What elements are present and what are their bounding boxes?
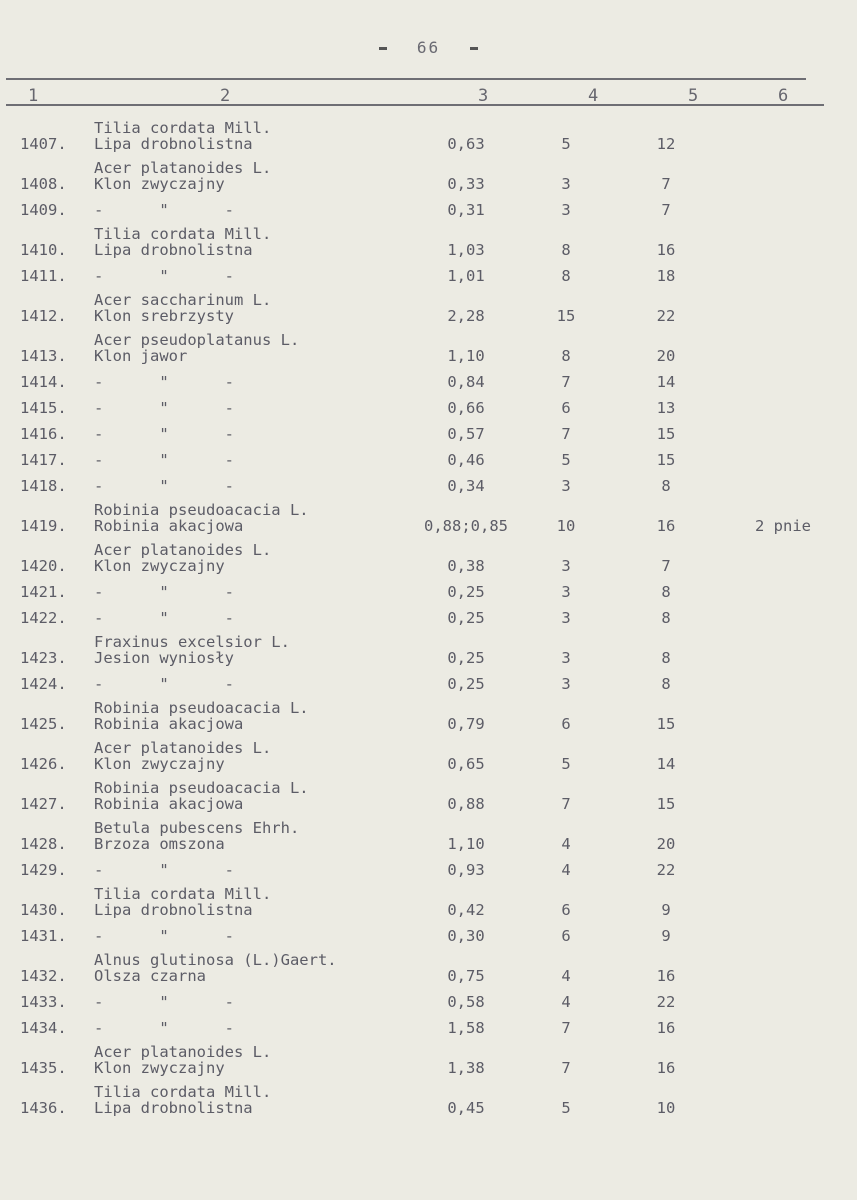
- value-col-5: 14: [656, 373, 676, 391]
- dash-right: [470, 47, 478, 50]
- value-col-4: 3: [561, 583, 571, 601]
- polish-name: Klon zwyczajny: [94, 755, 225, 773]
- value-col-3: 0,93: [447, 861, 485, 879]
- value-col-5: 16: [656, 517, 676, 535]
- table-row: [14, 1036, 840, 1076]
- value-col-5: 15: [656, 795, 676, 813]
- value-col-5: 16: [656, 241, 676, 259]
- value-col-6: [726, 878, 840, 918]
- table-row: [14, 442, 840, 468]
- table-row: [14, 600, 840, 626]
- value-col-5: 15: [656, 715, 676, 733]
- latin-name: Robinia pseudoacacia L.: [94, 501, 309, 519]
- row-number: 1427.: [20, 795, 67, 813]
- value-col-6: [726, 944, 840, 984]
- table-row: [14, 1076, 840, 1116]
- value-col-6: [726, 984, 840, 1010]
- value-col-6: [726, 626, 840, 666]
- value-col-4: 4: [561, 967, 571, 985]
- table-row: [14, 626, 840, 666]
- row-number: 1435.: [20, 1059, 67, 1077]
- value-col-6: [726, 1076, 840, 1116]
- latin-name: Fraxinus excelsior L.: [94, 633, 290, 651]
- table-row: [14, 692, 840, 732]
- value-col-3: 0,25: [447, 675, 485, 693]
- table-row: [14, 364, 840, 390]
- value-col-3: 0,45: [447, 1099, 485, 1117]
- latin-name: - " -: [94, 399, 234, 417]
- value-col-4: 7: [561, 373, 571, 391]
- value-col-4: 8: [561, 267, 571, 285]
- latin-name: Tilia cordata Mill.: [94, 225, 272, 243]
- value-col-3: 0,30: [447, 927, 485, 945]
- tree-inventory-table: [14, 112, 840, 1116]
- value-col-3: 1,01: [447, 267, 485, 285]
- value-col-4: 8: [561, 241, 571, 259]
- table-row: [14, 732, 840, 772]
- latin-name: - " -: [94, 927, 234, 945]
- value-col-3: 0,88;0,85: [424, 517, 508, 535]
- row-number: 1417.: [20, 451, 67, 469]
- value-col-6: [726, 192, 840, 218]
- species-name: [94, 1076, 406, 1116]
- species-name: [94, 364, 406, 390]
- value-col-5: 9: [661, 901, 671, 919]
- species-name: [94, 600, 406, 626]
- value-col-4: 5: [561, 135, 571, 153]
- value-col-3: 1,38: [447, 1059, 485, 1077]
- value-col-3: 2,28: [447, 307, 485, 325]
- latin-name: Acer platanoides L.: [94, 1043, 272, 1061]
- value-col-4: 3: [561, 557, 571, 575]
- value-col-6: [726, 442, 840, 468]
- header-top-rule: [6, 78, 806, 80]
- row-number: 1411.: [20, 267, 67, 285]
- table-row: [14, 192, 840, 218]
- row-number: 1419.: [20, 517, 67, 535]
- value-col-3: 0,57: [447, 425, 485, 443]
- row-number: 1425.: [20, 715, 67, 733]
- table-row: [14, 812, 840, 852]
- species-name: [94, 112, 406, 152]
- value-col-6: [726, 1010, 840, 1036]
- value-col-4: 7: [561, 1059, 571, 1077]
- polish-name: Robinia akacjowa: [94, 795, 244, 813]
- species-name: [94, 732, 406, 772]
- value-col-6: [726, 772, 840, 812]
- value-col-3: 0,31: [447, 201, 485, 219]
- table-row: [14, 984, 840, 1010]
- value-col-6: [726, 600, 840, 626]
- value-col-5: 16: [656, 1059, 676, 1077]
- value-col-3: 0,38: [447, 557, 485, 575]
- value-col-3: 0,34: [447, 477, 485, 495]
- value-col-5: 8: [661, 675, 671, 693]
- value-col-6: [726, 732, 840, 772]
- value-col-6: [726, 666, 840, 692]
- value-col-4: 7: [561, 795, 571, 813]
- value-col-5: 18: [656, 267, 676, 285]
- value-col-6: [726, 324, 840, 364]
- latin-name: - " -: [94, 477, 234, 495]
- value-col-3: 1,10: [447, 347, 485, 365]
- latin-name: Acer pseudoplatanus L.: [94, 331, 300, 349]
- row-number: 1408.: [20, 175, 67, 193]
- polish-name: Brzoza omszona: [94, 835, 225, 853]
- table-row: [14, 112, 840, 152]
- species-name: [94, 626, 406, 666]
- table-row: [14, 574, 840, 600]
- value-col-4: 3: [561, 477, 571, 495]
- column-header-1: 1: [28, 86, 39, 106]
- value-col-6: [726, 468, 840, 494]
- polish-name: Klon jawor: [94, 347, 188, 365]
- dash-left: [379, 47, 387, 50]
- species-name: [94, 984, 406, 1010]
- value-col-5: 22: [656, 993, 676, 1011]
- value-col-4: 6: [561, 399, 571, 417]
- value-col-6: [726, 284, 840, 324]
- species-name: [94, 772, 406, 812]
- polish-name: Klon zwyczajny: [94, 557, 225, 575]
- value-col-6: [726, 812, 840, 852]
- table-row: [14, 944, 840, 984]
- value-col-3: 0,46: [447, 451, 485, 469]
- species-name: [94, 812, 406, 852]
- row-number: 1421.: [20, 583, 67, 601]
- row-number: 1422.: [20, 609, 67, 627]
- value-col-5: 10: [656, 1099, 676, 1117]
- latin-name: - " -: [94, 451, 234, 469]
- value-col-3: 0,63: [447, 135, 485, 153]
- value-col-3: 0,58: [447, 993, 485, 1011]
- value-col-3: 0,25: [447, 649, 485, 667]
- row-number: 1429.: [20, 861, 67, 879]
- value-col-5: 8: [661, 583, 671, 601]
- value-col-6: [726, 390, 840, 416]
- table-row: [14, 534, 840, 574]
- row-number: 1414.: [20, 373, 67, 391]
- latin-name: Tilia cordata Mill.: [94, 1083, 272, 1101]
- value-col-6: [726, 918, 840, 944]
- value-col-3: 1,10: [447, 835, 485, 853]
- row-number: 1434.: [20, 1019, 67, 1037]
- table-row: [14, 772, 840, 812]
- polish-name: Robinia akacjowa: [94, 715, 244, 733]
- value-col-5: 15: [656, 425, 676, 443]
- latin-name: - " -: [94, 267, 234, 285]
- row-number: 1409.: [20, 201, 67, 219]
- species-name: [94, 852, 406, 878]
- latin-name: Tilia cordata Mill.: [94, 119, 272, 137]
- table-row: [14, 918, 840, 944]
- species-name: [94, 284, 406, 324]
- table-row: [14, 324, 840, 364]
- row-number: 1426.: [20, 755, 67, 773]
- value-col-4: 3: [561, 649, 571, 667]
- value-col-4: 6: [561, 927, 571, 945]
- value-col-5: 12: [656, 135, 676, 153]
- table-row: [14, 494, 840, 534]
- polish-name: Robinia akacjowa: [94, 517, 244, 535]
- row-number: 1423.: [20, 649, 67, 667]
- value-col-4: 3: [561, 201, 571, 219]
- column-header-5: 5: [688, 86, 699, 106]
- value-col-5: 9: [661, 927, 671, 945]
- value-col-3: 0,65: [447, 755, 485, 773]
- value-col-4: 6: [561, 901, 571, 919]
- species-name: [94, 918, 406, 944]
- species-name: [94, 666, 406, 692]
- latin-name: - " -: [94, 993, 234, 1011]
- row-number: 1413.: [20, 347, 67, 365]
- value-col-4: 8: [561, 347, 571, 365]
- latin-name: Acer platanoides L.: [94, 159, 272, 177]
- species-name: [94, 442, 406, 468]
- row-number: 1407.: [20, 135, 67, 153]
- value-col-6: [726, 692, 840, 732]
- latin-name: - " -: [94, 609, 234, 627]
- value-col-5: 8: [661, 609, 671, 627]
- species-name: [94, 574, 406, 600]
- value-col-4: 15: [556, 307, 576, 325]
- value-col-3: 0,25: [447, 583, 485, 601]
- species-name: [94, 152, 406, 192]
- species-name: [94, 192, 406, 218]
- latin-name: - " -: [94, 425, 234, 443]
- value-col-3: 0,88: [447, 795, 485, 813]
- value-col-6: [726, 258, 840, 284]
- value-col-5: 16: [656, 1019, 676, 1037]
- value-col-6: [726, 1036, 840, 1076]
- value-col-5: 15: [656, 451, 676, 469]
- row-number: 1432.: [20, 967, 67, 985]
- value-col-3: 0,79: [447, 715, 485, 733]
- latin-name: Tilia cordata Mill.: [94, 885, 272, 903]
- value-col-3: 0,25: [447, 609, 485, 627]
- latin-name: Acer platanoides L.: [94, 739, 272, 757]
- value-col-4: 4: [561, 993, 571, 1011]
- value-col-4: 7: [561, 425, 571, 443]
- column-header-4: 4: [588, 86, 599, 106]
- value-col-6: [726, 152, 840, 192]
- table-row: [14, 852, 840, 878]
- species-name: [94, 878, 406, 918]
- latin-name: Robinia pseudoacacia L.: [94, 699, 309, 717]
- value-col-6: 2 pnie: [755, 517, 811, 535]
- value-col-3: 1,03: [447, 241, 485, 259]
- polish-name: Lipa drobnolistna: [94, 135, 253, 153]
- row-number: 1430.: [20, 901, 67, 919]
- value-col-5: 14: [656, 755, 676, 773]
- table-row: [14, 284, 840, 324]
- value-col-6: [726, 574, 840, 600]
- species-name: [94, 324, 406, 364]
- polish-name: Lipa drobnolistna: [94, 241, 253, 259]
- value-col-5: 22: [656, 307, 676, 325]
- species-name: [94, 218, 406, 258]
- species-name: [94, 534, 406, 574]
- table-row: [14, 416, 840, 442]
- column-header-2: 2: [220, 86, 231, 106]
- value-col-3: 0,84: [447, 373, 485, 391]
- species-name: [94, 944, 406, 984]
- table-body: [14, 112, 840, 1116]
- species-name: [94, 416, 406, 442]
- value-col-5: 7: [661, 175, 671, 193]
- latin-name: Betula pubescens Ehrh.: [94, 819, 300, 837]
- table-row: [14, 666, 840, 692]
- polish-name: Lipa drobnolistna: [94, 901, 253, 919]
- value-col-4: 4: [561, 835, 571, 853]
- page-number-text: 66: [416, 38, 441, 57]
- table-row: [14, 878, 840, 918]
- column-header-3: 3: [478, 86, 489, 106]
- value-col-6: [726, 534, 840, 574]
- species-name: [94, 692, 406, 732]
- column-header-6: 6: [778, 86, 789, 106]
- polish-name: Klon zwyczajny: [94, 175, 225, 193]
- value-col-5: 22: [656, 861, 676, 879]
- latin-name: - " -: [94, 861, 234, 879]
- value-col-3: 0,42: [447, 901, 485, 919]
- value-col-4: 4: [561, 861, 571, 879]
- row-number: 1424.: [20, 675, 67, 693]
- value-col-5: 7: [661, 201, 671, 219]
- polish-name: Klon zwyczajny: [94, 1059, 225, 1077]
- latin-name: - " -: [94, 373, 234, 391]
- latin-name: - " -: [94, 583, 234, 601]
- value-col-5: 16: [656, 967, 676, 985]
- value-col-3: 0,75: [447, 967, 485, 985]
- latin-name: Acer saccharinum L.: [94, 291, 272, 309]
- value-col-5: 8: [661, 477, 671, 495]
- value-col-5: 20: [656, 835, 676, 853]
- latin-name: Alnus glutinosa (L.)Gaert.: [94, 951, 337, 969]
- row-number: 1431.: [20, 927, 67, 945]
- row-number: 1410.: [20, 241, 67, 259]
- value-col-4: 10: [556, 517, 576, 535]
- value-col-5: 8: [661, 649, 671, 667]
- table-row: [14, 390, 840, 416]
- latin-name: - " -: [94, 1019, 234, 1037]
- species-name: [94, 390, 406, 416]
- value-col-5: 13: [656, 399, 676, 417]
- value-col-4: 3: [561, 175, 571, 193]
- latin-name: - " -: [94, 201, 234, 219]
- latin-name: Acer platanoides L.: [94, 541, 272, 559]
- row-number: 1418.: [20, 477, 67, 495]
- value-col-4: 7: [561, 1019, 571, 1037]
- value-col-4: 5: [561, 1099, 571, 1117]
- value-col-4: 3: [561, 675, 571, 693]
- value-col-5: 20: [656, 347, 676, 365]
- species-name: [94, 258, 406, 284]
- value-col-4: 5: [561, 451, 571, 469]
- row-number: 1415.: [20, 399, 67, 417]
- row-number: 1428.: [20, 835, 67, 853]
- row-number: 1433.: [20, 993, 67, 1011]
- species-name: [94, 1036, 406, 1076]
- value-col-6: [726, 218, 840, 258]
- header-bottom-rule: [6, 104, 824, 106]
- latin-name: - " -: [94, 675, 234, 693]
- polish-name: Jesion wyniosły: [94, 649, 234, 667]
- value-col-4: 3: [561, 609, 571, 627]
- table-row: [14, 468, 840, 494]
- table-row: [14, 218, 840, 258]
- polish-name: Lipa drobnolistna: [94, 1099, 253, 1117]
- table-row: [14, 1010, 840, 1036]
- value-col-3: 1,58: [447, 1019, 485, 1037]
- value-col-4: 5: [561, 755, 571, 773]
- row-number: 1436.: [20, 1099, 67, 1117]
- value-col-3: 0,33: [447, 175, 485, 193]
- row-number: 1420.: [20, 557, 67, 575]
- table-row: [14, 258, 840, 284]
- row-number: 1416.: [20, 425, 67, 443]
- value-col-6: [726, 112, 840, 152]
- value-col-4: 6: [561, 715, 571, 733]
- row-number: 1412.: [20, 307, 67, 325]
- polish-name: Olsza czarna: [94, 967, 206, 985]
- latin-name: Robinia pseudoacacia L.: [94, 779, 309, 797]
- species-name: [94, 494, 406, 534]
- value-col-6: [726, 364, 840, 390]
- table-row: [14, 152, 840, 192]
- polish-name: Klon srebrzysty: [94, 307, 234, 325]
- species-name: [94, 468, 406, 494]
- species-name: [94, 1010, 406, 1036]
- value-col-6: [726, 852, 840, 878]
- page-number: [0, 38, 857, 57]
- value-col-6: [726, 416, 840, 442]
- value-col-5: 7: [661, 557, 671, 575]
- value-col-3: 0,66: [447, 399, 485, 417]
